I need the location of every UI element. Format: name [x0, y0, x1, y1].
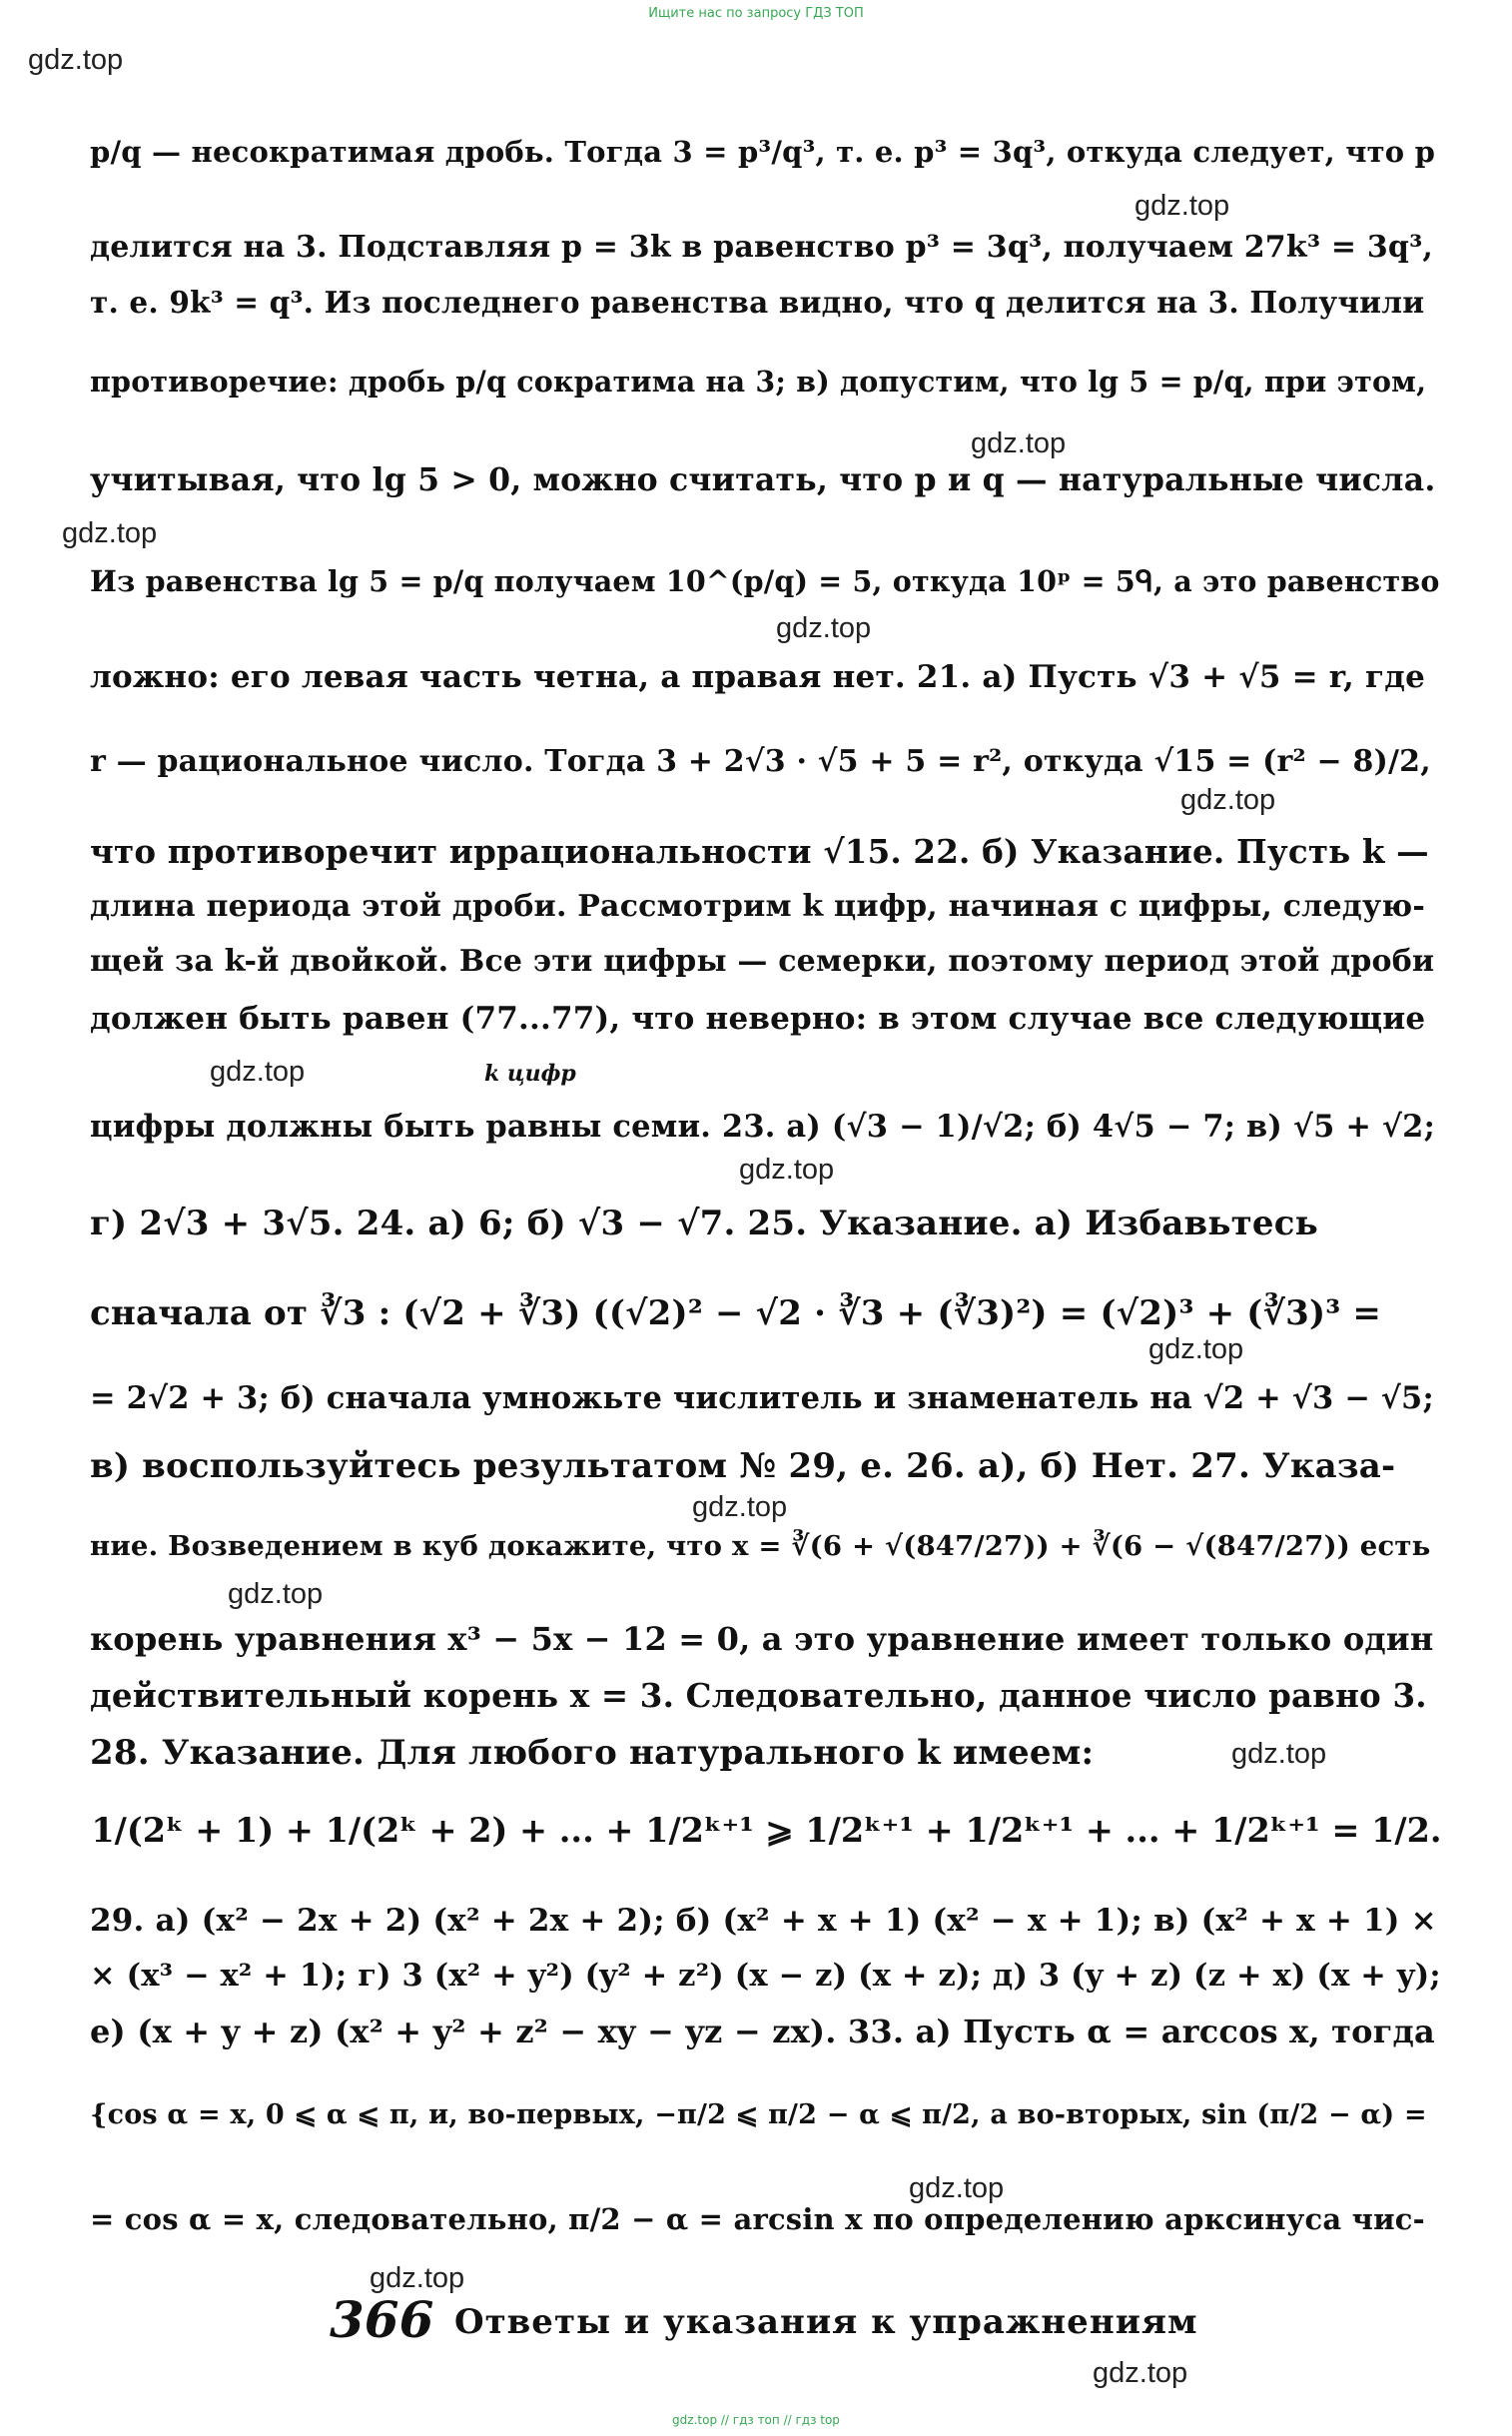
text-line: ние. Возведением в куб докажите, что x = ∛(6 + √(847/27)) + ∛(6 − √(847/27)) есть [90, 1530, 1431, 1562]
watermark: gdz.top [739, 1154, 835, 1186]
watermark: gdz.top [971, 427, 1067, 459]
watermark: gdz.top [1093, 2357, 1188, 2389]
text-line: {cos α = x, 0 ⩽ α ⩽ π, и, во-первых, −π/2 ⩽ π/2 − α ⩽ π/2, а во-вторых, sin (π/2 − α) = [90, 2099, 1427, 2130]
text-line: учитывая, что lg 5 > 0, можно считать, что p и q — натуральные числа. [90, 461, 1436, 498]
watermark: gdz.top [1180, 784, 1276, 816]
page-number: 366 [330, 2290, 434, 2349]
text-line: корень уравнения x³ − 5x − 12 = 0, а это уравнение имеет только один [90, 1620, 1434, 1658]
header-note: Ищите нас по запросу ГДЗ ТОП [648, 6, 864, 21]
text-line: т. е. 9k³ = q³. Из последнего равенства видно, что q делится на 3. Получили [90, 285, 1425, 320]
text-line: действительный корень x = 3. Следовательно, данное число равно 3. [90, 1676, 1427, 1715]
watermark: gdz.top [210, 1056, 306, 1088]
text-line: что противоречит иррациональности √15. 22. б) Указание. Пусть k — [90, 832, 1429, 871]
text-line: сначала от ∛3 : (√2 + ∛3) ((√2)² − √2 · ∛3 + (∛3)²) = (√2)³ + (∛3)³ = [90, 1293, 1382, 1333]
text-line: p/q — несократимая дробь. Тогда 3 = p³/q³, т. е. p³ = 3q³, откуда следует, что p [90, 135, 1436, 169]
underbrace-label: k цифр [484, 1061, 576, 1087]
watermark: gdz.top [370, 2262, 465, 2294]
footer-note: gdz.top // гдз топ // гдз top [672, 2413, 840, 2427]
watermark: gdz.top [228, 1578, 324, 1610]
text-line: противоречие: дробь p/q сократима на 3; в) допустим, что lg 5 = p/q, при этом, [90, 365, 1427, 399]
text-line: в) воспользуйтесь результатом № 29, е. 26. а), б) Нет. 27. Указа- [90, 1446, 1396, 1486]
text-line: делится на 3. Подставляя p = 3k в равенство p³ = 3q³, получаем 27k³ = 3q³, [90, 230, 1434, 265]
formula-line: 1/(2ᵏ + 1) + 1/(2ᵏ + 2) + ... + 1/2ᵏ⁺¹ ⩾ 1/2ᵏ⁺¹ + 1/2ᵏ⁺¹ + ... + 1/2ᵏ⁺¹ = 1/2. [91, 1811, 1442, 1850]
text-line: r — рациональное число. Тогда 3 + 2√3 · √5 + 5 = r², откуда √15 = (r² − 8)/2, [90, 744, 1431, 779]
text-line: = cos α = x, следовательно, π/2 − α = arcsin x по определению арксинуса чис- [90, 2202, 1425, 2236]
text-line: × (x³ − x² + 1); г) 3 (x² + y²) (y² + z²) (x − z) (x + z); д) 3 (y + z) (z + x) (x + y); [90, 1958, 1441, 1994]
text-line: е) (x + y + z) (x² + y² + z² − xy − yz − zx). 33. а) Пусть α = arccos x, тогда [90, 2013, 1435, 2050]
watermark: gdz.top [28, 44, 124, 76]
text-line: г) 2√3 + 3√5. 24. а) 6; б) √3 − √7. 25. Указание. а) Избавьтесь [90, 1204, 1318, 1243]
text-line: 29. а) (x² − 2x + 2) (x² + 2x + 2); б) (x² + x + 1) (x² − x + 1); в) (x² + x + 1) × [90, 1903, 1437, 1939]
text-line: щей за k-й двойкой. Все эти цифры — семерки, поэтому период этой дроби [90, 944, 1435, 979]
text-line: = 2√2 + 3; б) сначала умножьте числитель и знаменатель на √2 + √3 − √5; [90, 1380, 1434, 1416]
watermark: gdz.top [1134, 190, 1230, 222]
text-line: Из равенства lg 5 = p/q получаем 10^(p/q) = 5, откуда 10ᵖ = 5ᑫ, а это равенство [90, 564, 1440, 598]
text-line: 28. Указание. Для любого натурального k имеем: [90, 1733, 1095, 1773]
text-line: ложно: его левая часть четна, а правая нет. 21. а) Пусть √3 + √5 = r, где [90, 659, 1426, 695]
text-line: длина периода этой дроби. Рассмотрим k цифр, начиная с цифры, следую- [90, 889, 1426, 924]
text-line: цифры должны быть равны семи. 23. а) (√3 − 1)/√2; б) 4√5 − 7; в) √5 + √2; [90, 1109, 1436, 1145]
watermark: gdz.top [776, 612, 872, 644]
watermark: gdz.top [1148, 1333, 1244, 1365]
text-line: должен быть равен (77...77), что неверно: в этом случае все следующие [90, 1001, 1426, 1037]
running-title: Ответы и указания к упражнениям [454, 2302, 1198, 2342]
watermark: gdz.top [62, 517, 158, 549]
watermark: gdz.top [1231, 1738, 1327, 1770]
watermark: gdz.top [692, 1491, 788, 1523]
watermark: gdz.top [909, 2172, 1005, 2204]
